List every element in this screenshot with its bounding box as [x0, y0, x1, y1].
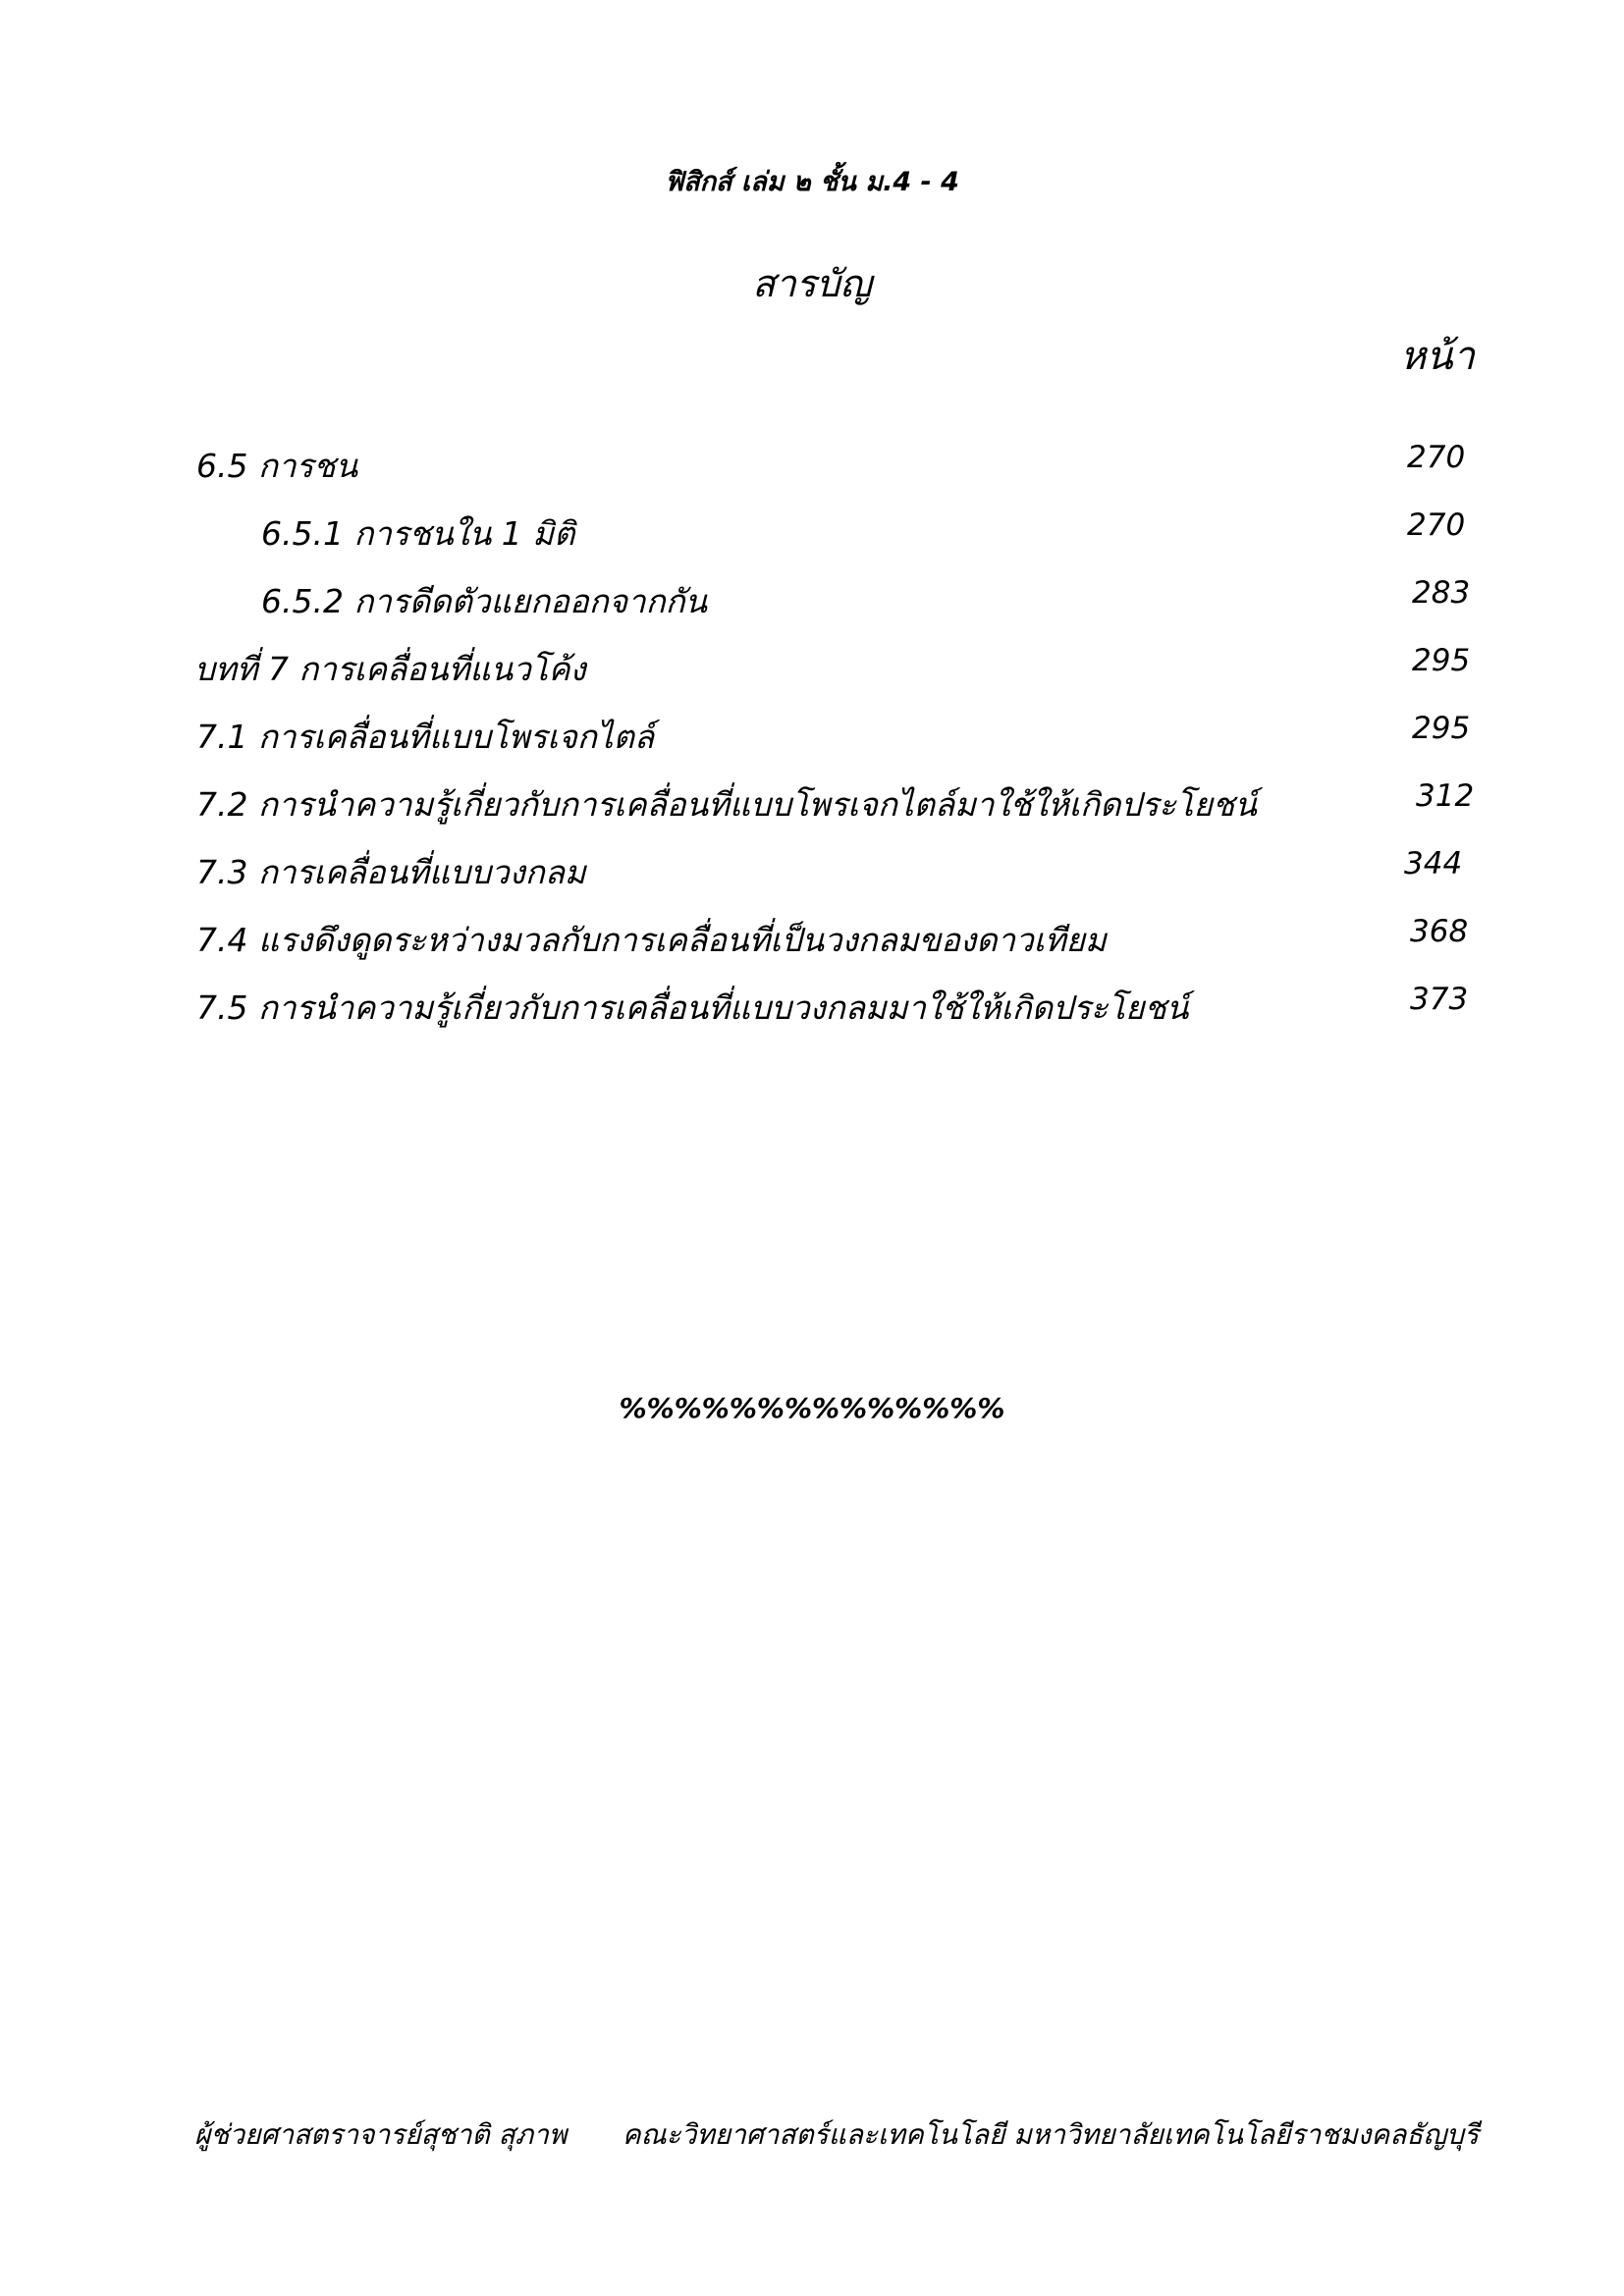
toc-entry: [0, 575, 1624, 624]
toc-entry: [0, 440, 1624, 489]
toc-entry-text: 7.3 การเคลื่อนที่แบบวงกลม: [196, 853, 586, 891]
toc-entry-page: 368: [1410, 914, 1469, 949]
toc-entry-page: 270: [1407, 440, 1466, 475]
toc-entry: [0, 846, 1624, 895]
toc-entry-text: 6.5 การชน: [196, 447, 358, 485]
toc-entry: [0, 711, 1624, 760]
toc-entry-page: 295: [1412, 711, 1471, 746]
toc-entry-page: 270: [1407, 507, 1466, 543]
toc-entry: [0, 778, 1624, 828]
page-column-label: หน้า: [1399, 334, 1475, 379]
toc-entry: [0, 643, 1624, 692]
toc-entry: [0, 914, 1624, 963]
toc-entry: [0, 507, 1624, 557]
running-header: ฟิสิกส์ เล่ม ๒ ชั้น ม.4 - 4: [665, 167, 959, 197]
footer-affiliation: คณะวิทยาศาสตร์และเทคโนโลยี มหาวิทยาลัยเทคโนโลยีราชมงคลธัญบุรี: [622, 2118, 1479, 2151]
section-separator: %%%%%%%%%%%%%%: [619, 1392, 1005, 1424]
toc-entry-page: 373: [1410, 982, 1469, 1017]
footer-author: ผู้ช่วยศาสตราจารย์สุชาติ สุภาพ: [194, 2118, 568, 2151]
toc-entry-page: 295: [1412, 643, 1471, 678]
toc-entry-text: 7.2 การนำความรู้เกี่ยวกับการเคลื่อนที่แบบโพรเจกไตล์มาใช้ให้เกิดประโยชน์: [196, 785, 1257, 824]
toc-entry-text: บทที่ 7 การเคลื่อนที่แนวโค้ง: [194, 650, 586, 688]
toc-entry-text: 7.4 แรงดึงดูดระหว่างมวลกับการเคลื่อนที่เป็นวงกลมของดาวเทียม: [196, 921, 1107, 959]
toc-entry-page: 344: [1404, 846, 1463, 881]
toc-entry-page: 312: [1416, 778, 1475, 814]
toc-entry-page: 283: [1412, 575, 1471, 611]
toc-entry: [0, 982, 1624, 1031]
toc-entry-text: 7.1 การเคลื่อนที่แบบโพรเจกไตล์: [196, 718, 655, 756]
page-title: สารบัญ: [752, 262, 872, 305]
toc-entry-text: 6.5.2 การดีดตัวแยกออกจากกัน: [261, 582, 708, 620]
toc-entry-text: 7.5 การนำความรู้เกี่ยวกับการเคลื่อนที่แบบวงกลมมาใช้ให้เกิดประโยชน์: [196, 988, 1189, 1027]
toc-entry-text: 6.5.1 การชนใน 1 มิติ: [261, 514, 575, 553]
